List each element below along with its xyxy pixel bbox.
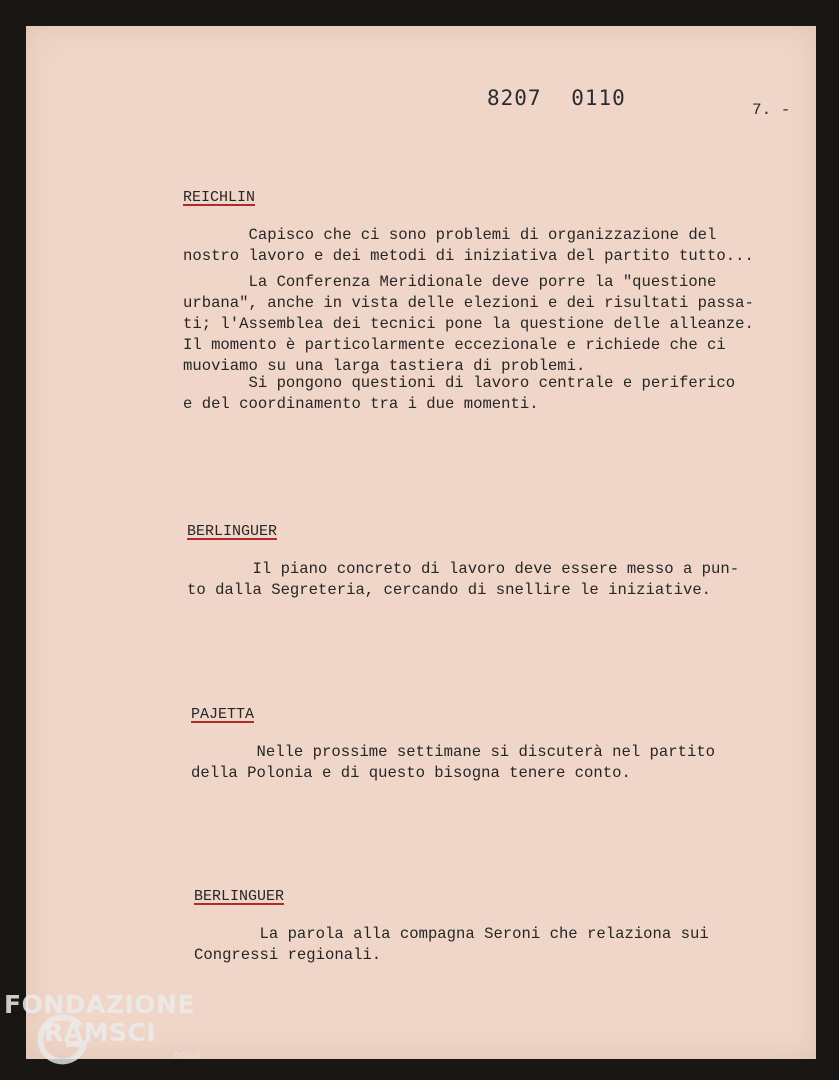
document-page	[26, 26, 816, 1059]
watermark-line1: FONDAZIONE	[4, 990, 196, 1019]
paragraph: La Conferenza Meridionale deve porre la "questione urbana", anche in vista delle elezioni e dei risultati passa- ti; l'Assemblea dei tecnici pone la questione delle alleanze. Il momento è particolarmente eccezionale e richiede che ci muoviamo su una larga tastiera di problemi.	[183, 273, 754, 375]
speaker-name: BERLINGUER	[187, 523, 278, 540]
speaker-name: PAJETTA	[191, 706, 255, 723]
paragraph: Nelle prossime settimane si discuterà nel partito della Polonia e di questo bisogna tenere conto.	[191, 743, 716, 782]
speaker-name: REICHLIN	[183, 189, 256, 206]
paragraph: Capisco che ci sono problemi di organizzazione del nostro lavoro e dei metodi di iniziativa del partito tutto...	[183, 226, 754, 265]
archive-watermark	[4, 990, 214, 1075]
document-number: 8207 0110	[487, 86, 626, 110]
watermark-line2: RAMSCI	[44, 1018, 157, 1047]
watermark-sub: onlus	[174, 1050, 201, 1061]
paragraph: Il piano concreto di lavoro deve essere messo a pun- to dalla Segreteria, cercando di snellire le iniziative.	[187, 560, 740, 599]
paragraph: Si pongono questioni di lavoro centrale e periferico e del coordinamento tra i due momenti.	[183, 374, 736, 413]
speaker-name: BERLINGUER	[194, 888, 285, 905]
page-number: 7. -	[752, 101, 791, 119]
paragraph: La parola alla compagna Seroni che relaziona sui Congressi regionali.	[194, 925, 709, 964]
